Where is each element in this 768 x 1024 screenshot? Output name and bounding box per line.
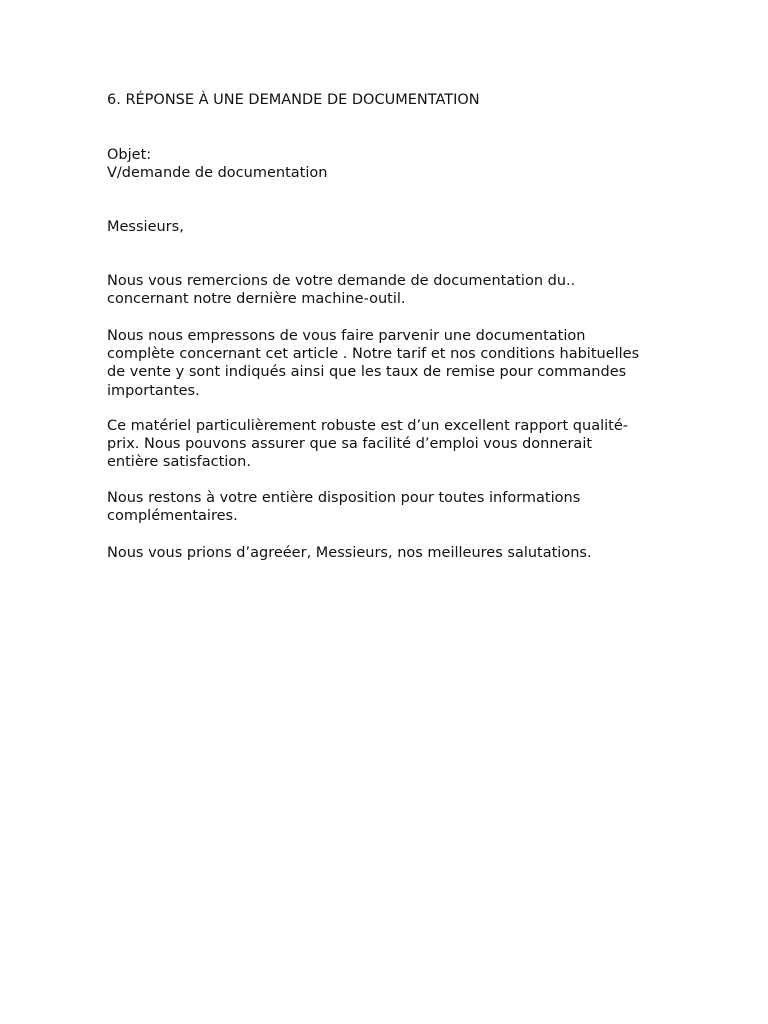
paragraph-availability: [107, 489, 677, 525]
paragraph-product: [107, 417, 677, 472]
paragraph-line: Nous vous remercions de votre demande de documentation du..: [107, 273, 576, 289]
closing-text: Nous vous prions d’agreéer, Messieurs, nos meilleures salutations.: [107, 545, 592, 561]
closing-formula: [107, 544, 677, 562]
document-title-text: 6. RÉPONSE À UNE DEMANDE DE DOCUMENTATION: [107, 92, 480, 108]
paragraph-line: importantes.: [107, 382, 200, 399]
subject-value: V/demande de documentation: [107, 165, 328, 182]
salutation: [107, 218, 677, 236]
paragraph-line: complète concernant cet article . Notre tarif et nos conditions habituelles: [107, 346, 640, 363]
paragraph-line: de vente y sont indiqués ainsi que les taux de remise pour commandes: [107, 364, 627, 381]
paragraph-line: Ce matériel particulièrement robuste est d’un excellent rapport qualité-: [107, 418, 628, 434]
subject-label: Objet:: [107, 147, 152, 163]
paragraph-line: Nous nous empressons de vous faire parvenir une documentation: [107, 328, 586, 344]
paragraph-line: concernant notre dernière machine-outil.: [107, 291, 406, 308]
paragraph-documentation: [107, 327, 677, 400]
subject-block: [107, 146, 677, 182]
paragraph-line: entière satisfaction.: [107, 454, 251, 471]
paragraph-line: complémentaires.: [107, 508, 238, 525]
paragraph-thanks: [107, 272, 677, 308]
salutation-text: Messieurs,: [107, 219, 184, 235]
paragraph-line: prix. Nous pouvons assurer que sa facilité d’emploi vous donnerait: [107, 436, 593, 453]
paragraph-line: Nous restons à votre entière disposition pour toutes informations: [107, 490, 581, 506]
document-title: [107, 91, 677, 109]
